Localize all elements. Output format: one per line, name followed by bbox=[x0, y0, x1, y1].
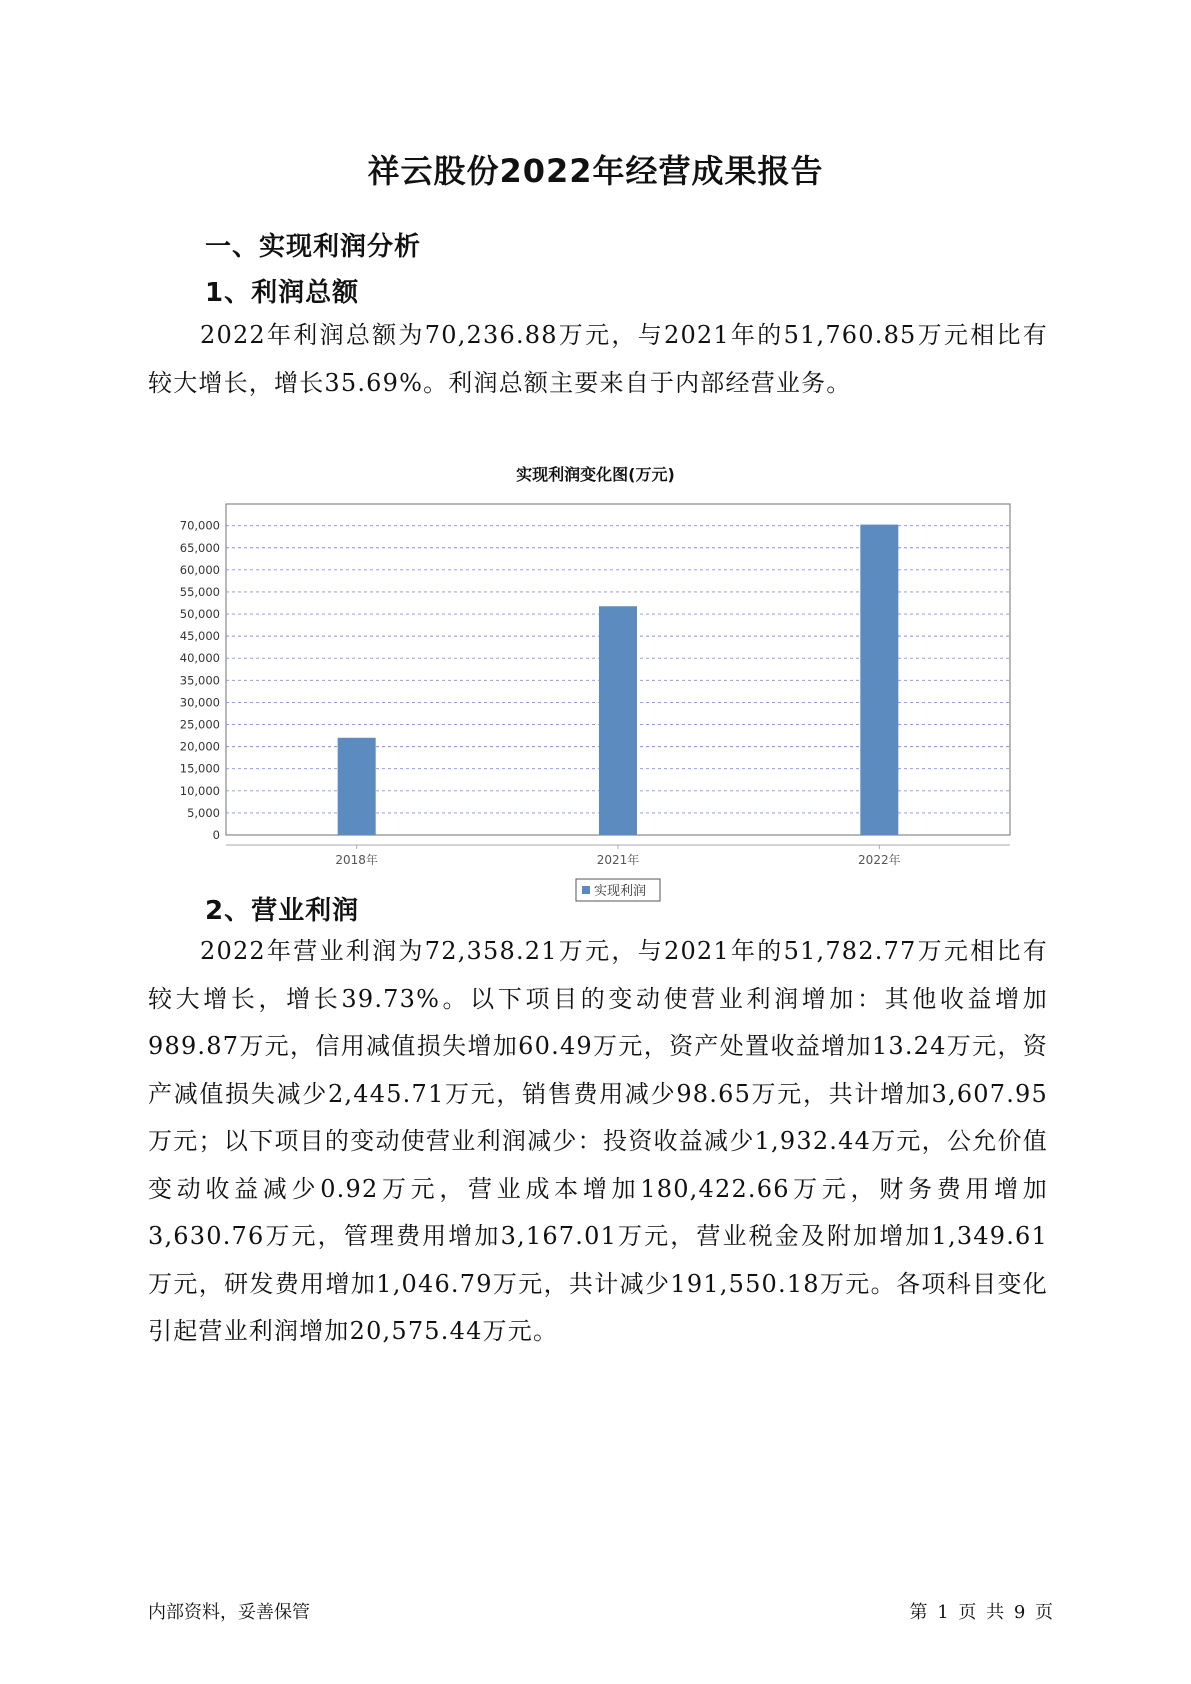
y-tick-label: 50,000 bbox=[179, 607, 220, 622]
y-tick-label: 70,000 bbox=[179, 518, 220, 533]
y-tick-label: 45,000 bbox=[179, 629, 220, 644]
y-tick-label: 0 bbox=[212, 828, 220, 842]
bar bbox=[338, 738, 376, 835]
paragraph-total-profit: 2022年利润总额为70,236.88万元，与2021年的51,760.85万元相比有较大增长，增长35.69%。利润总额主要来自于内部经营业务。 bbox=[148, 321, 1048, 397]
paragraph-operating-profit: 2022年营业利润为72,358.21万元，与2021年的51,782.77万元相比有较大增长，增长39.73%。以下项目的变动使营业利润增加：其他收益增加989.87万元，信用减值损失增加60.49万元，资产处置收益增加13.24万元，资产减值损失减少2,445.71万元，销售费用减少98.65万元，共计增加3,607.95万元；以下项目的变动使营业利润减少：投资收益减少1,932.44万元，公允价值变动收益减少0.92万元，营业成本增加180,422.66万元，财务费用增加3,630.76万元，管理费用增加3,167.01万元，营业税金及附加增加1,349.61万元，研发费用增加1,046.79万元，共计减少191,550.18万元。各项科目变化引起营业利润增加20,575.44万元。 bbox=[148, 937, 1048, 1345]
y-tick-label: 10,000 bbox=[179, 783, 220, 798]
y-tick-label: 5,000 bbox=[187, 805, 220, 820]
x-tick-label: 2022年 bbox=[858, 853, 901, 867]
y-tick-label: 35,000 bbox=[179, 673, 220, 688]
document-title: 祥云股份2022年经营成果报告 bbox=[367, 152, 824, 190]
y-tick-label: 30,000 bbox=[179, 695, 220, 710]
y-tick-label: 55,000 bbox=[179, 584, 220, 599]
profit-bar-chart bbox=[150, 490, 1050, 899]
subsection-heading-total-profit: 1、利润总额 bbox=[205, 278, 360, 308]
footer-page-number: 第 1 页 共 9 页 bbox=[909, 1602, 1053, 1623]
bar bbox=[599, 606, 637, 835]
section-heading-profit-analysis: 一、实现利润分析 bbox=[205, 232, 422, 262]
y-tick-label: 25,000 bbox=[179, 717, 220, 732]
y-tick-label: 15,000 bbox=[179, 761, 220, 776]
x-tick-label: 2018年 bbox=[335, 853, 378, 867]
y-tick-label: 40,000 bbox=[179, 651, 220, 666]
y-tick-label: 20,000 bbox=[179, 739, 220, 754]
y-tick-label: 60,000 bbox=[179, 562, 220, 577]
footer-confidential-note: 内部资料，妥善保管 bbox=[148, 1602, 310, 1623]
bar bbox=[860, 525, 898, 835]
chart-title: 实现利润变化图(万元) bbox=[516, 465, 675, 484]
subsection-heading-operating-profit: 2、营业利润 bbox=[205, 896, 360, 926]
y-tick-label: 65,000 bbox=[179, 540, 220, 555]
legend-label: 实现利润 bbox=[594, 884, 647, 899]
legend-swatch bbox=[582, 886, 590, 894]
x-tick-label: 2021年 bbox=[596, 853, 640, 867]
